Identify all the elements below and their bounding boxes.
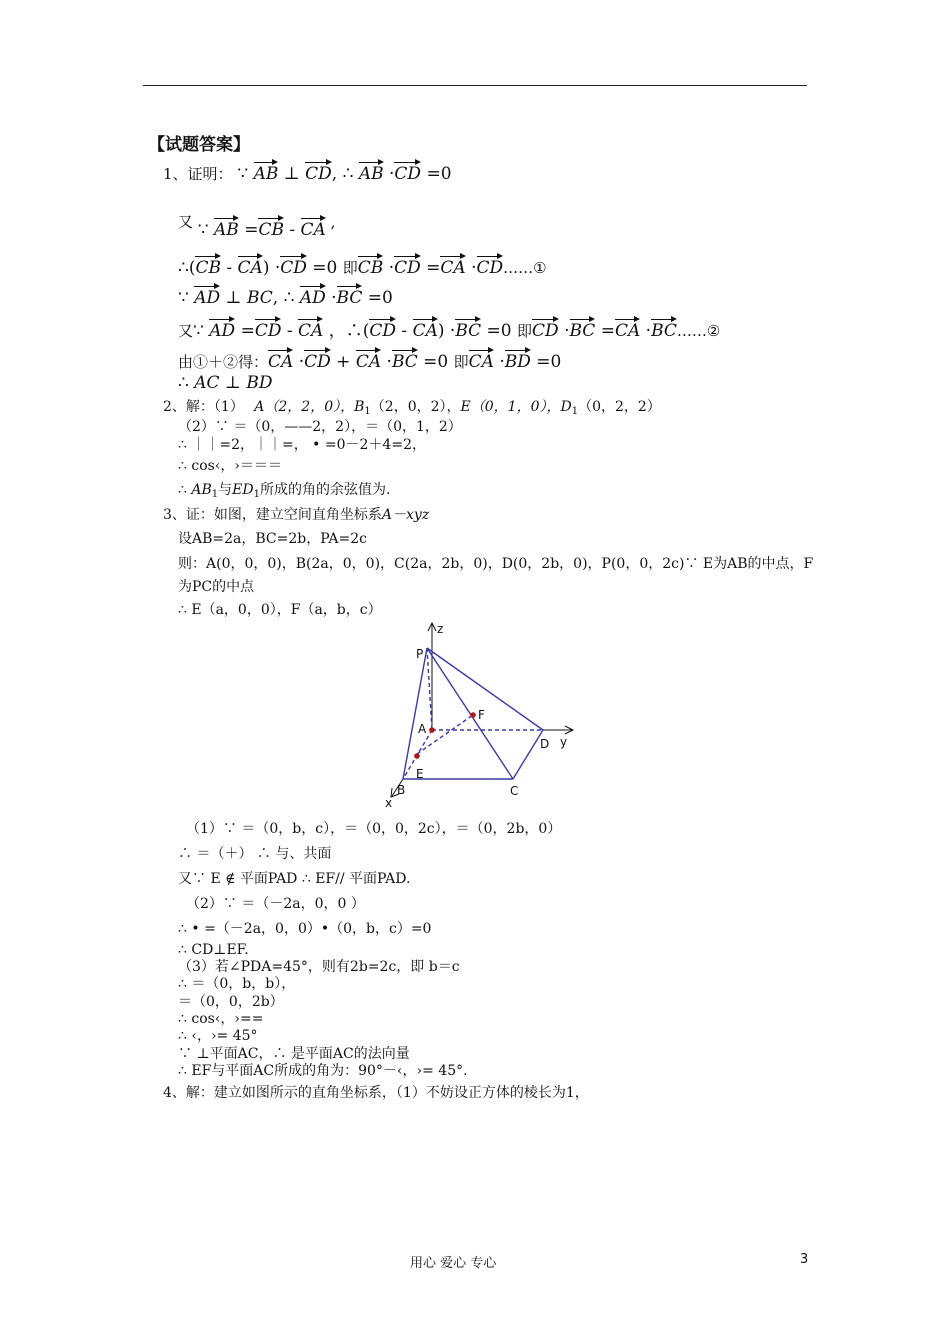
p3-line18: ∴ EF与平面AC所成的角为：90°－‹，›= 45°. [178,1063,468,1079]
p3-line4: 为PC的中点 [178,579,255,595]
label-y: y [560,735,568,749]
edge-PD [427,648,543,730]
p1-line4: ∵ AD ⊥ BC, ∴ AD ·BC =0 [178,284,393,307]
page-number: 3 [800,1252,809,1267]
p3-line12: （3）若∠PDA=45°，则有2b=2c，即 b＝c [178,959,460,975]
p3-line3: 则：A(0，0，0)，B(2a，0，0)，C(2a，2b，0)，D(0，2b，0)，P(0，0，2c)∵ E为AB的中点，F [178,556,814,572]
label-D: D [540,737,550,751]
label-F: F [478,708,485,722]
p2-line4: ∴ cos‹，›＝＝＝ [178,458,283,474]
label-B: B [397,783,406,797]
p3-line14: ＝（0，0，2b） [178,994,284,1010]
label-x: x [385,796,393,810]
p1-line7: ∴ AC ⊥ BD [178,373,273,393]
p3-line16: ∴ ‹，›= 45° [178,1028,258,1044]
p3-line13: ∴ ＝（0，b，b）， [178,976,296,992]
p1-line3: ∴(CB - CA) ·CD =0 即CB ·CD =CA ·CD……① [178,254,547,277]
label-E: E [416,767,424,781]
p4-line1: 4、解：建立如图所示的直角坐标系，（1）不妨设正方体的棱长为1， [163,1085,589,1101]
point-E [414,753,420,759]
point-F [470,712,476,718]
label-P: P [416,647,424,661]
edge-PB [403,648,427,779]
pyramid-figure [383,618,583,810]
p1-line6: 由①＋②得：CA ·CD + CA ·BC =0 即CA ·BD =0 [178,348,561,371]
p1-line2: 又 ∵ AB =CB - CA , [178,213,336,240]
p2-line3: ∴ ｜｜=2，｜｜=， • =0－2＋4=2， [178,437,426,453]
p2-line1: 2、解：（1） A（2，2，0），$B_1(2$，0，2），E（0，1，0），$D_1(0$，2，2） [163,399,661,417]
p3-line1: 3、证：如图，建立空间直角坐标系A－xyz [163,507,430,523]
p3-line9: （2）∵ ＝（－2a，0，0 ） [186,896,365,912]
header-rule [143,85,807,86]
p3-line7: ∴ ＝（＋） ∴ 与、共面 [178,846,332,862]
edge-PC [427,648,513,779]
edge-CD [513,730,543,779]
label-C: C [510,784,519,798]
p3-line5: ∴ E（a，0，0），F（a，b，c） [178,602,382,618]
p2-line2: （2）∵ ＝（0，——2，2），＝（0，1，2） [178,419,462,435]
section-heading: 【试题答案】 [148,135,250,155]
label-A: A [418,722,427,736]
edge-PA-hidden [427,648,432,730]
p1-line1: 1、证明： ∵ AB ⊥ CD, ∴ AB ·CD =0 [163,160,452,183]
p1-line5: 又∵ AD =CD - CA ，∴(CD - CA) ·BC =0 即CD ·BC =CA ·BC……② [178,317,720,340]
p3-line15: ∴ cos‹，›== [178,1011,264,1027]
point-A [429,727,435,733]
footer-motto: 用心 爱心 专心 [410,1256,497,1271]
p3-line2: 设AB=2a，BC=2b，PA=2c [178,531,367,547]
figure-labels [385,622,567,810]
p3-line6: （1）∵ ＝（0，b，c），＝（0，0，2c），＝（0，2b，0） [186,821,562,837]
label-z: z [437,622,444,636]
p3-line11: ∴ CD⊥EF. [178,942,249,958]
p3-line10: ∴ • =（－2a，0，0）•（0，b，c）=0 [178,921,432,937]
p3-line8: 又∵ E ∉ 平面PAD ∴ EF// 平面PAD. [178,871,411,887]
p2-line5: ∴ $AB_1$与$ED_1$所成的角的余弦值为. [178,482,391,500]
p3-line17: ∵ ⊥平面AC，∴ 是平面AC的法向量 [178,1046,410,1062]
